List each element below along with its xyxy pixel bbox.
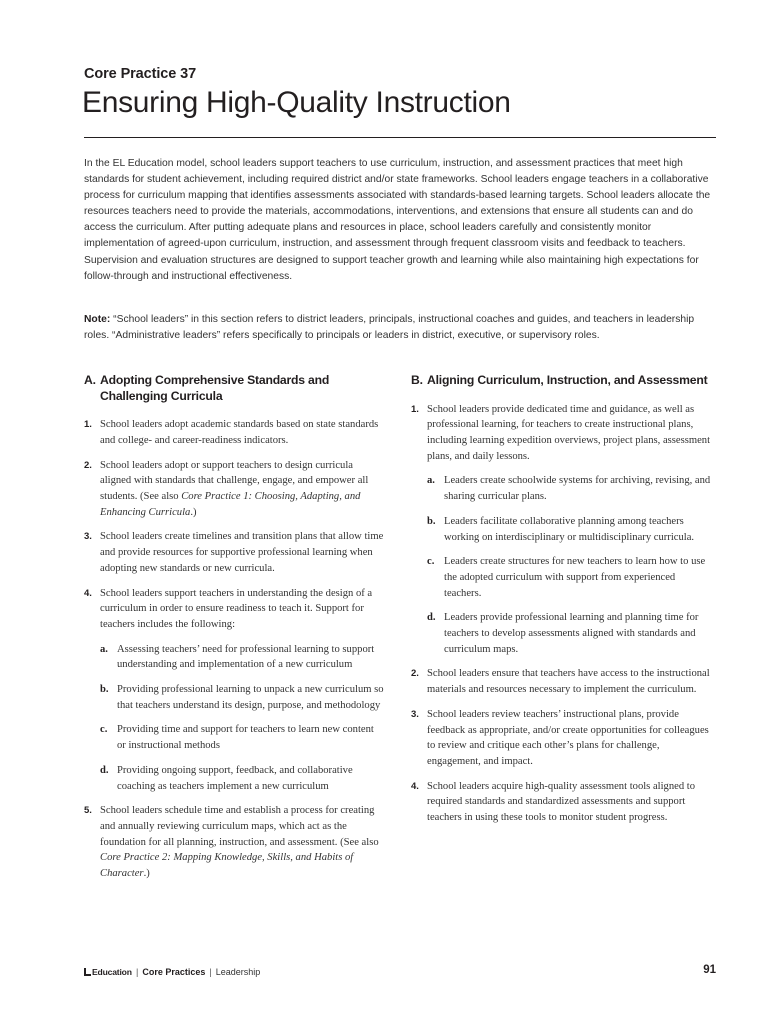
list-item-row	[411, 707, 711, 770]
item-text-tail: .)	[190, 506, 197, 518]
list-item-row	[84, 458, 384, 521]
sub-list-item	[427, 473, 711, 504]
item-text-main: School leaders acquire high-quality assessment tools aligned to required standards and standardized assessments and support teachers in using these tools to monitor student progress.	[427, 780, 696, 824]
item-text-main: School leaders ensure that teachers have access to the instructional materials and resources necessary to implement the curriculum.	[427, 668, 710, 696]
sub-item-text: Leaders create schoolwide systems for archiving, revising, and sharing curricular plans.	[444, 475, 711, 503]
sub-item-text: Providing professional learning to unpack a new curriculum so that teachers understand its design, purpose, and methodology	[117, 684, 384, 711]
footer-separator: |	[136, 967, 139, 977]
section-title: Adopting Comprehensive Standards and Challenging Curricula	[100, 373, 330, 403]
sub-list-item	[427, 610, 711, 657]
el-education-logo	[84, 967, 132, 977]
item-text	[100, 458, 384, 521]
sub-list-item	[427, 554, 711, 601]
page-number: 91	[703, 964, 716, 976]
item-number: 3.	[84, 531, 92, 543]
sub-item-text: Leaders provide professional learning and planning time for teachers to develop assessments aligned with standards and curriculum maps.	[444, 612, 699, 655]
intro-paragraph: In the EL Education model, school leaders support teachers to use curriculum, instruction, and assessment practices that meet high standards for student achievement, including required district and/or state frameworks. School leaders engage teachers in a collaborative process for curriculum mapping that identifies assessments associated with standards-based learning targets. School leaders allocate the resources teachers need to provide the materials, accommodations, interventions, and extensions that ensure all students can and do access the curriculum. After putting adequate plans and resources in place, school leaders carefully and consistently monitor implementation of agreed-upon curriculum, instruction, and assessment through frequent classroom visits and feedback to teachers. Supervision and evaluation structures are designed to support teacher growth and learning while also maintaining high expectations for follow-through and instructional effectiveness.	[84, 158, 711, 282]
item-text	[100, 586, 384, 633]
item-text	[100, 529, 384, 576]
item-number: 3.	[411, 708, 419, 720]
item-number: 1.	[411, 403, 419, 415]
list-item-row	[84, 586, 384, 633]
sub-item-text: Providing time and support for teachers to learn new content or instructional methods	[117, 724, 374, 752]
section-b-heading	[411, 373, 711, 389]
section-letter: B.	[411, 373, 423, 387]
el-logo-icon	[84, 968, 91, 976]
item-text	[427, 666, 711, 697]
sub-item-letter: c.	[427, 556, 435, 568]
item-text-main: School leaders support teachers in understanding the design of a curriculum in order to ensure readiness to teach it. Support for teachers includes the following:	[100, 587, 373, 630]
section-a-list	[84, 417, 384, 882]
note-text: “School leaders” in this section refers to district leaders, principals, instructional coaches and guides, and teachers in leadership roles. “Administrative leaders” refers specifically to principals or leaders in district, executive, or supervisory roles.	[84, 314, 695, 341]
list-item	[84, 803, 384, 882]
sub-list	[411, 473, 711, 657]
section-a	[84, 373, 384, 891]
footer-breadcrumb	[132, 967, 260, 977]
footer-separator: |	[209, 967, 212, 977]
list-item-row	[411, 779, 711, 826]
list-item-row	[411, 402, 711, 465]
core-practice-label: Core Practice 37	[84, 66, 197, 82]
sub-item-letter: b.	[100, 684, 109, 696]
sub-item-letter: b.	[427, 515, 436, 527]
item-number: 1.	[84, 419, 92, 431]
footer-chapter: Leadership	[215, 967, 261, 977]
item-text-main: School leaders schedule time and establish a process for creating and annually reviewing curriculum maps, which act as the foundation for all planning, instruction, and assessment. (See also	[100, 805, 379, 848]
item-number: 4.	[411, 780, 419, 792]
item-text-main: School leaders create timelines and transition plans that allow time and provide resources for supportive professional learning when adopting new standards or new curricula.	[100, 531, 384, 574]
item-number: 5.	[84, 805, 92, 817]
section-a-heading	[84, 373, 384, 404]
page-title: Ensuring High-Quality Instruction	[82, 86, 511, 119]
cross-reference: Core Practice 1: Choosing, Adapting, and Enhancing Curricula	[100, 491, 361, 518]
item-number: 2.	[411, 668, 419, 680]
sub-item-text: Leaders facilitate collaborative planning among teachers working on interdisciplinary or multidisciplinary curricula.	[444, 515, 695, 543]
list-item-row	[84, 803, 384, 882]
sub-item-text: Assessing teachers’ need for professional learning to support understanding and implementation of a new curriculum	[117, 643, 375, 671]
sub-list-item	[100, 642, 384, 673]
sub-item-text: Providing ongoing support, feedback, and collaborative coaching as teachers implement a new curriculum	[117, 764, 353, 792]
sub-item-letter: d.	[427, 612, 436, 624]
section-b	[411, 373, 711, 835]
sub-list-item	[100, 682, 384, 713]
page-footer	[84, 964, 716, 980]
item-text-main: School leaders adopt academic standards based on state standards and college- and career-readiness indicators.	[100, 419, 379, 446]
item-text-main: School leaders adopt or support teachers to design curricula aligned with standards that challenge, engage, and empower all students. (See also	[100, 459, 369, 502]
note-paragraph	[84, 312, 716, 344]
section-letter: A.	[84, 373, 96, 387]
section-title: Aligning Curriculum, Instruction, and Assessment	[427, 373, 708, 387]
list-item-row	[84, 417, 384, 448]
item-text	[427, 779, 711, 826]
item-text-tail: .)	[143, 868, 150, 880]
title-divider	[84, 137, 716, 138]
list-item	[84, 529, 384, 576]
sub-item-letter: c.	[100, 724, 108, 736]
section-b-list	[411, 402, 711, 826]
item-number: 2.	[84, 459, 92, 471]
item-text	[427, 707, 711, 770]
sub-item-letter: a.	[100, 643, 108, 655]
footer-book-title: Core Practices	[142, 967, 206, 977]
item-text	[427, 402, 711, 465]
list-item	[84, 458, 384, 521]
list-item	[411, 707, 711, 770]
item-number: 4.	[84, 587, 92, 599]
logo-text: Education	[92, 967, 132, 977]
list-item	[84, 586, 384, 795]
item-text	[100, 417, 384, 448]
list-item-row	[411, 666, 711, 697]
sub-list	[84, 642, 384, 795]
sub-item-letter: a.	[427, 475, 435, 487]
list-item	[411, 666, 711, 697]
sub-list-item	[427, 514, 711, 545]
list-item	[411, 779, 711, 826]
item-text-main: School leaders review teachers’ instructional plans, provide feedback as appropriate, and/or create opportunities for colleagues to review and critique each other’s plans for challenge, engagement, and impact.	[427, 708, 709, 767]
list-item	[411, 402, 711, 658]
cross-reference: Core Practice 2: Mapping Knowledge, Skills, and Habits of Character	[100, 852, 354, 880]
sub-item-letter: d.	[100, 764, 109, 776]
list-item	[84, 417, 384, 448]
list-item-row	[84, 529, 384, 576]
item-text	[100, 803, 384, 882]
item-text-main: School leaders provide dedicated time and guidance, as well as professional learning, for teachers to create instructional plans, including learning expedition overviews, project plans, assessment plans, and daily lessons.	[427, 403, 711, 462]
sub-list-item	[100, 722, 384, 753]
sub-list-item	[100, 763, 384, 794]
note-label: Note:	[84, 314, 111, 325]
sub-item-text: Leaders create structures for new teachers to learn how to use the adopted curriculum with support from experienced teachers.	[444, 556, 706, 599]
